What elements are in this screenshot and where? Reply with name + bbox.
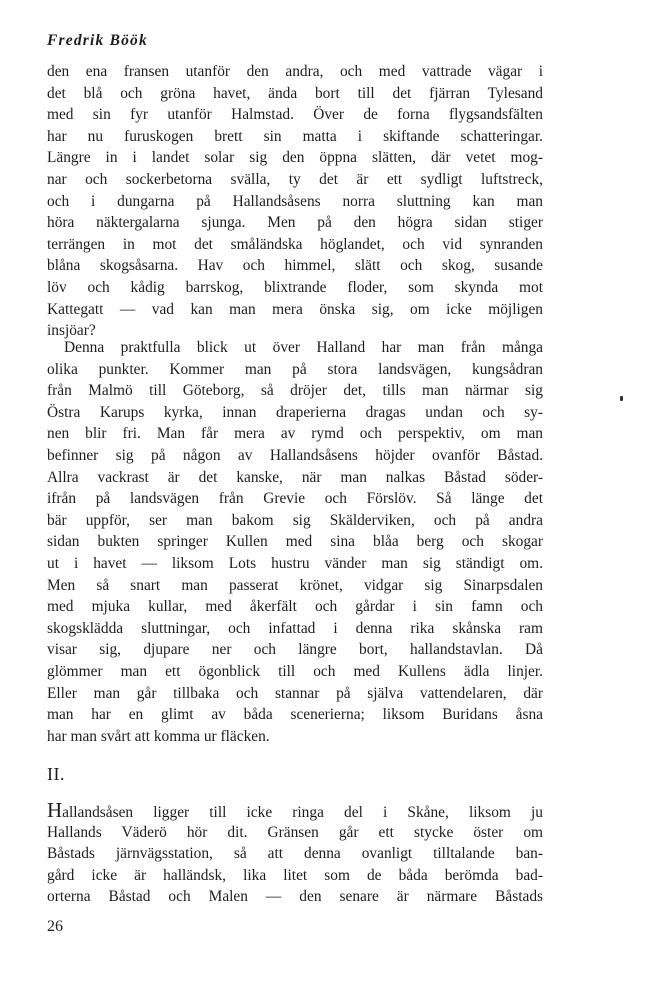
text-line: Eller man går tillbaka och stannar på själva vattendelaren, där [47,684,543,702]
text-line: glömmer man ett ögonblick till och med Kullens ädla linjer. [47,662,543,680]
text-line: höra näktergalarna sjunga. Men på den högra sidan stiger [47,214,543,232]
text-line: blåna skogsåsarna. Hav och himmel, slätt och skog, susande [47,257,543,275]
text-line: Östra Karups kyrka, innan draperierna dragas undan och sy- [47,403,543,421]
text-line: den ena fransen utanför den andra, och med vattrade vägar i [47,63,543,80]
text-line: olika punkter. Kommer man på stora landsvägen, kungsådran [47,360,543,378]
text-line: det blå och gröna havet, ända bort till det fjärran Tylesand [47,84,543,102]
text-line: Båstads järnvägsstation, så att denna ovanligt tilltalande ban- [47,845,543,863]
text-line: gård icke är halländsk, lika litet som de båda berömda bad- [47,866,543,884]
text-line: Allra vackrast är det kanske, när man nalkas Båstad söder- [47,468,543,486]
text-line: nar och sockerbetorna svälla, ty det är ett sydligt luftstreck, [47,170,543,188]
ink-speck [620,396,623,401]
text-line: Denna praktfulla blick ut över Halland har man från många [64,339,543,356]
text-line: Längre in i landet solar sig den öppna slätten, där vetet mog- [47,149,543,167]
text-line: skogsklädda sluttningar, och infattad i denna rika skånska ram [47,619,543,637]
text-line: visar sig, djupare ner och längre bort, hallandstavlan. Då [47,641,543,659]
text-line: ifrån på landsvägen från Grevie och Förslöv. Så länge det [47,490,543,508]
text-line: med sin fyr utanför Halmstad. Över de forna flygsandsfälten [47,106,543,124]
text-line: nen blir fri. Man får mera av rymd och perspektiv, om man [47,425,543,443]
text-line: med mjuka kullar, med åkerfält och gårdar i sin famn och [47,598,543,616]
section-paragraph [47,800,543,908]
text-line: befinner sig på någon av Hallandsåsens höjder ovanför Båstad. [47,446,543,464]
text-line: sidan bukten springer Kullen med sina blåa berg och skogar [47,533,543,551]
first-line-text: allandsåsen ligger till icke ringa del i Skåne, liksom ju [62,804,543,821]
text-line: ut i havet — liksom Lots hustru vänder man sig ständigt om. [47,554,543,572]
text-line: Kattegatt — vad kan man mera önska sig, om icke möjligen [47,300,543,318]
text-line: man har en glimt av båda scenerierna; liksom Buridans åsna [47,706,543,724]
page-number: 26 [47,918,63,935]
text-line: har man svårt att komma ur fläcken. [47,727,270,745]
text-line: insjöar? [47,322,96,340]
text-line: från Malmö till Göteborg, så dröjer det, tills man närmar sig [47,382,543,400]
text-line: bär uppför, ser man bakom sig Skälderviken, och på andra [47,511,543,529]
text-line: Men så snart man passerat krönet, vidgar sig Sinarpsdalen [47,576,543,594]
section-heading: II. [47,764,65,784]
drop-cap: H [47,798,63,822]
text-line: Hallands Väderö hör dit. Gränsen går ett stycke öster om [47,823,543,841]
text-line: har nu furuskogen brett sin matta i skiftande schatteringar. [47,127,543,145]
text-line [47,800,543,822]
text-line: och i dungarna på Hallandsåsens norra sluttning kan man [47,192,543,210]
paragraph-1 [47,61,543,342]
running-head: Fredrik Böök [47,32,148,49]
text-line: orterna Båstad och Malen — den senare är närmare Båstads [47,888,543,906]
text-line: terrängen in mot det småländska höglandet, och vid synranden [47,235,543,253]
text-line: löv och kådig barrskog, blixtrande floder, som skynda mot [47,278,543,296]
paragraph-2 [47,337,543,747]
